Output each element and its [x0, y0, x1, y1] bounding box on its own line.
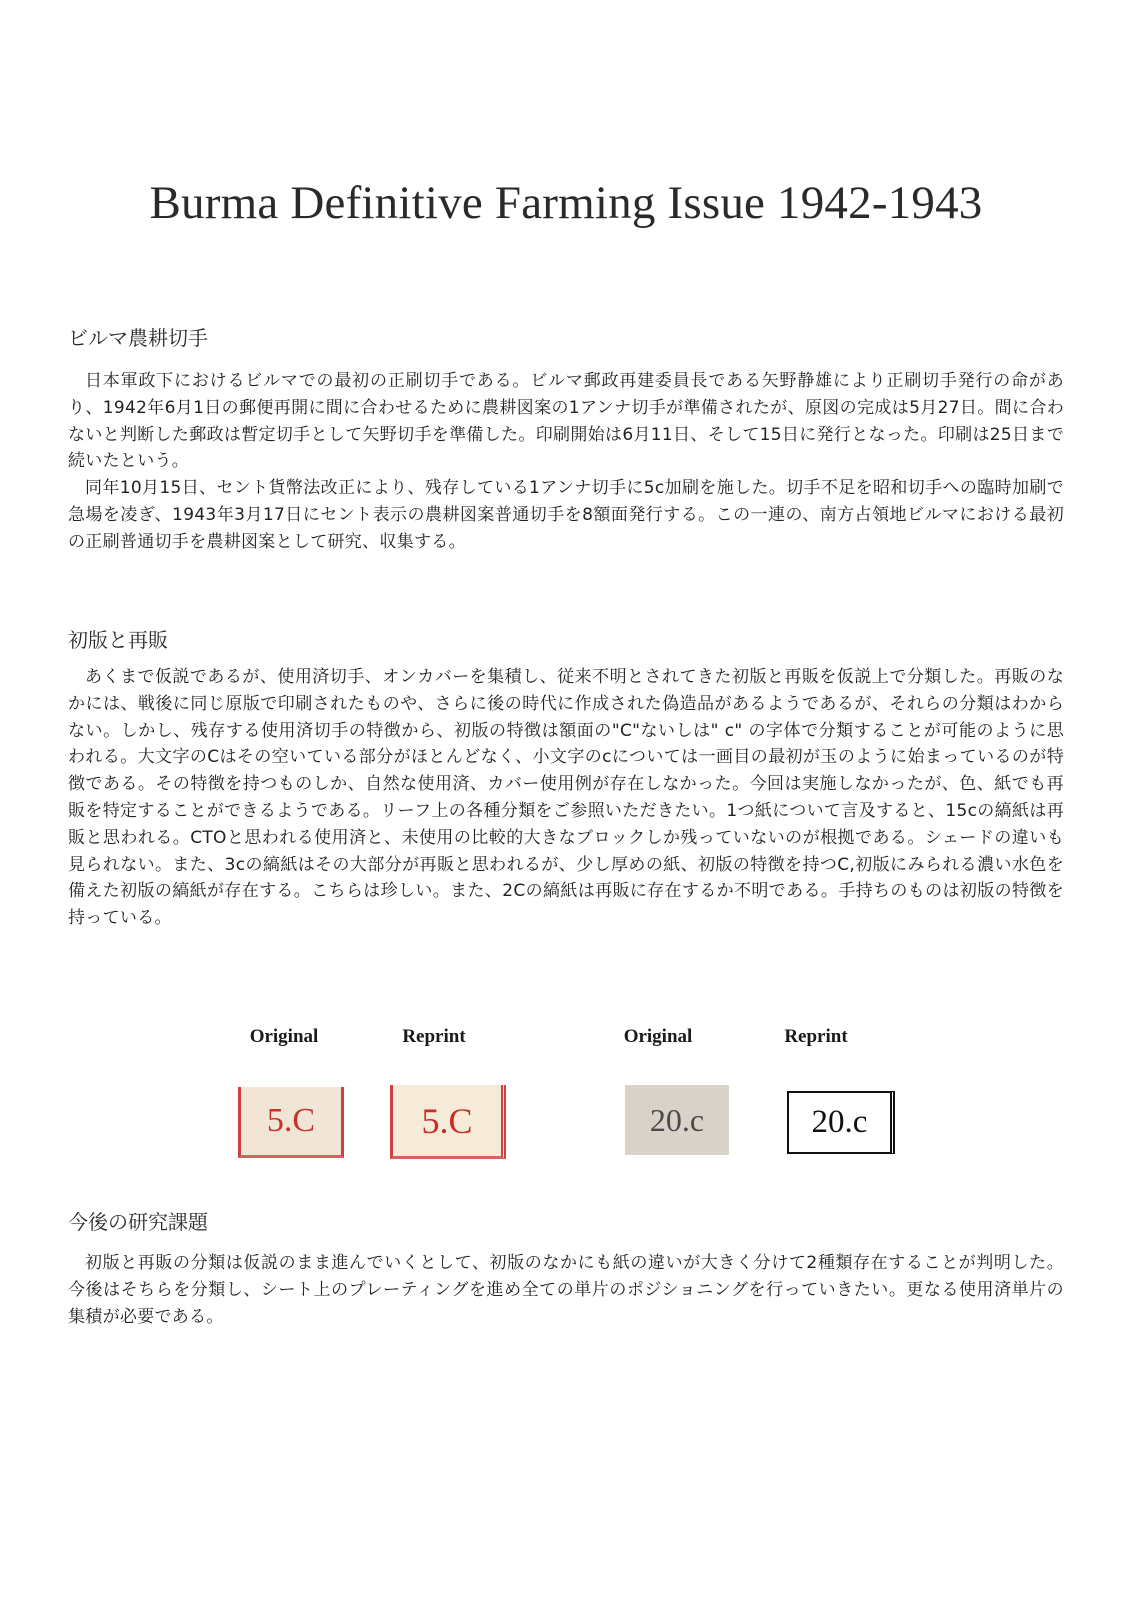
section-heading-burma-farming-stamps: ビルマ農耕切手	[68, 326, 208, 350]
stamp-image-original-20c	[625, 1085, 729, 1155]
paragraph: 日本軍政下におけるビルマでの最初の正刷切手である。ビルマ郵政再建委員長である矢野静雄により正刷切手発行の命があり、1942年6月1日の郵便再開に間に合わせるために農耕図案の1アンナ切手が準備されたが、原図の完成は5月27日。間に合わないと判断した郵政は暫定切手として矢野切手を準備した。印刷開始は6月11日、そして15日に発行となった。印刷は25日まで続いたという。	[68, 371, 1064, 472]
section-body-burma-farming-stamps	[68, 368, 1064, 556]
stamp-image-original-5c	[238, 1087, 344, 1158]
paragraph: 初版と再販の分類は仮説のまま進んでいくとして、初版のなかにも紙の違いが大きく分けて2種類存在することが判明した。今後はそちらを分類し、シート上のプレーティングを進め全ての単片のポジショニングを行っていきたい。更なる使用済単片の集積が必要である。	[68, 1253, 1064, 1327]
stamp-label-reprint-5c: Reprint	[402, 1026, 466, 1047]
stamp-value: 20.c	[811, 1104, 868, 1140]
stamp-image-reprint-5c	[390, 1085, 506, 1159]
section-body-future-research	[68, 1250, 1064, 1330]
stamp-image-reprint-20c	[787, 1091, 895, 1154]
stamp-value: 5.C	[421, 1100, 473, 1141]
stamp-label-reprint-20c: Reprint	[784, 1026, 848, 1047]
stamp-label-original-5c: Original	[249, 1026, 319, 1047]
paragraph: 同年10月15日、セント貨幣法改正により、残存している1アンナ切手に5c加刷を施した。切手不足を昭和切手への臨時加刷で急場を凌ぎ、1943年3月17日にセント表示の農耕図案普通切手を8額面発行する。この一連の、南方占領地ビルマにおける最初の正刷普通切手を農耕図案として研究、収集する。	[68, 478, 1064, 552]
stamp-value: 5.C	[266, 1102, 316, 1139]
paragraph: あくまで仮説であるが、使用済切手、オンカバーを集積し、従来不明とされてきた初版と再販を仮説上で分類した。再販のなかには、戦後に同じ原版で印刷されたものや、さらに後の時代に作成された偽造品があるようであるが、それらの分類はわからない。しかし、残存する使用済切手の特徴から、初版の特徴は額面の"C"ないしは" c" の字体で分類することが可能のように思われる。大文字のCはその空いている部分がほとんどなく、小文字のcについては一画目の最初が玉のように始まっているのが特徴である。その特徴を持つものしか、自然な使用済、カバー使用例が存在しなかった。今回は実施しなかったが、色、紙でも再販を特定することができるようである。リーフ上の各種分類をご参照いただきたい。1つ紙について言及すると、15cの縞紙は再販と思われる。CTOと思われる使用済と、未使用の比較的大きなブロックしか残っていないのが根拠である。シェードの違いも見られない。また、3cの縞紙はその大部分が再販と思われるが、少し厚めの紙、初版の特徴を持つC,初版にみられる濃い水色を備えた初版の縞紙が存在する。こちらは珍しい。また、2Cの縞紙は再販に存在するか不明である。手持ちのものは初版の特徴を持っている。	[68, 667, 1064, 929]
section-heading-original-and-reprint: 初版と再販	[68, 628, 168, 652]
page-title: Burma Definitive Farming Issue 1942-1943	[149, 177, 983, 229]
stamp-value: 20.c	[649, 1101, 705, 1138]
stamp-label-original-20c: Original	[623, 1026, 693, 1047]
section-body-original-and-reprint	[68, 664, 1064, 932]
section-heading-future-research: 今後の研究課題	[68, 1210, 208, 1234]
